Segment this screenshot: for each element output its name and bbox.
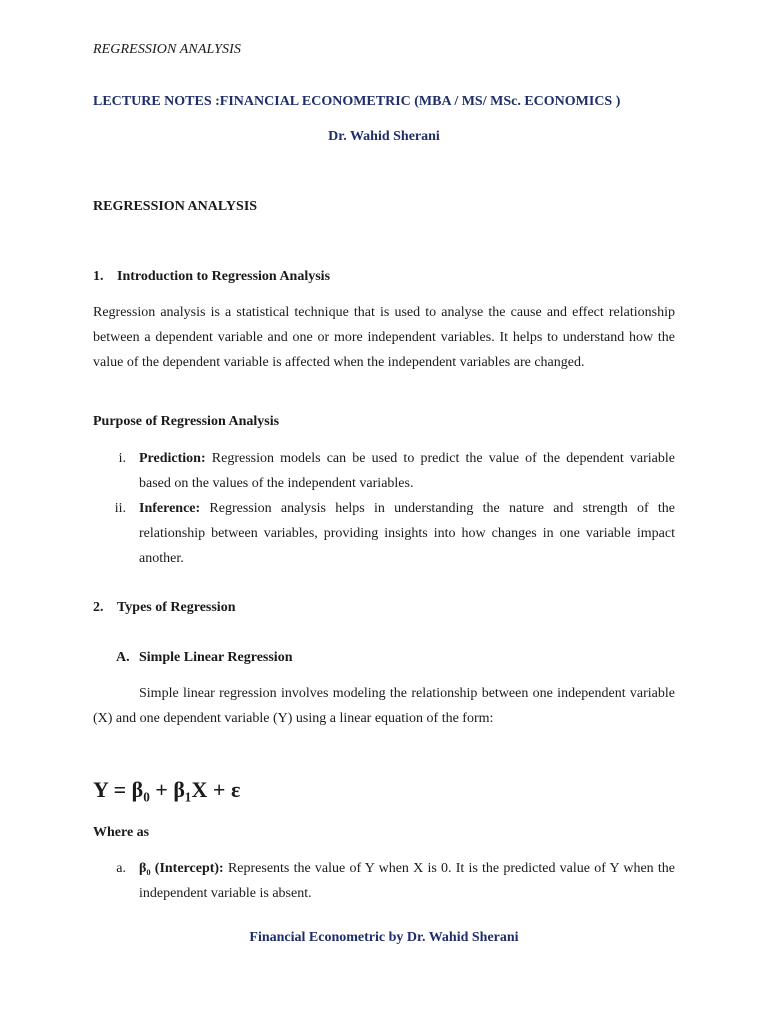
section-2-number: 2. bbox=[93, 600, 104, 615]
purpose-item bbox=[93, 496, 675, 571]
purpose-item-body bbox=[139, 446, 675, 496]
purpose-item-marker: i. bbox=[118, 451, 126, 466]
regression-equation: Y = β₀ + β₁X + ε bbox=[93, 777, 241, 802]
definition-item-text: Represents the value of Y when X is 0. It is the predicted value of Y when the independent variable is absent. bbox=[139, 861, 675, 901]
definition-item-body bbox=[139, 856, 675, 906]
purpose-item-term: Inference: bbox=[139, 501, 201, 516]
section-2-title: Types of Regression bbox=[117, 600, 236, 615]
purpose-item-marker: ii. bbox=[114, 501, 126, 516]
subsection-a-heading bbox=[116, 650, 293, 666]
section-2-heading bbox=[93, 600, 235, 616]
section-1-title: Introduction to Regression Analysis bbox=[117, 269, 331, 284]
purpose-item-text: Regression models can be used to predict the value of the dependent variable based on the values of the independent variables. bbox=[139, 451, 675, 491]
author-name: Dr. Wahid Sherani bbox=[328, 129, 440, 144]
lecture-title: LECTURE NOTES :FINANCIAL ECONOMETRIC (MBA / MS/ MSc. ECONOMICS ) bbox=[93, 94, 621, 109]
purpose-item-term: Prediction: bbox=[139, 451, 206, 466]
subsection-a-marker: A. bbox=[116, 650, 130, 665]
where-as-heading: Where as bbox=[93, 825, 150, 840]
document-heading: REGRESSION ANALYSIS bbox=[93, 199, 258, 214]
definition-item-marker: a. bbox=[116, 861, 126, 876]
section-1-number: 1. bbox=[93, 269, 104, 284]
definition-item-term: β₀ (Intercept): bbox=[139, 861, 224, 876]
purpose-item bbox=[93, 446, 675, 496]
definition-item bbox=[93, 856, 675, 906]
purpose-heading: Purpose of Regression Analysis bbox=[93, 414, 280, 429]
subsection-a-paragraph: Simple linear regression involves modeling the relationship between one independent variable (X) and one dependent variable (Y) using a linear equation of the form: bbox=[93, 686, 675, 726]
purpose-item-body bbox=[139, 496, 675, 571]
subsection-a-title: Simple Linear Regression bbox=[139, 650, 293, 665]
running-header: REGRESSION ANALYSIS bbox=[93, 42, 241, 57]
section-1-paragraph: Regression analysis is a statistical technique that is used to analyse the cause and effect relationship between a dependent variable and one or more independent variables. It helps to understand how the value of the dependent variable is affected when the independent variables are changed. bbox=[93, 305, 675, 370]
purpose-item-text: Regression analysis helps in understanding the nature and strength of the relationship between variables, providing insights into how changes in one variable impact another. bbox=[139, 501, 675, 566]
section-1-heading bbox=[93, 269, 330, 285]
page-footer: Financial Econometric by Dr. Wahid Sherani bbox=[249, 930, 519, 945]
